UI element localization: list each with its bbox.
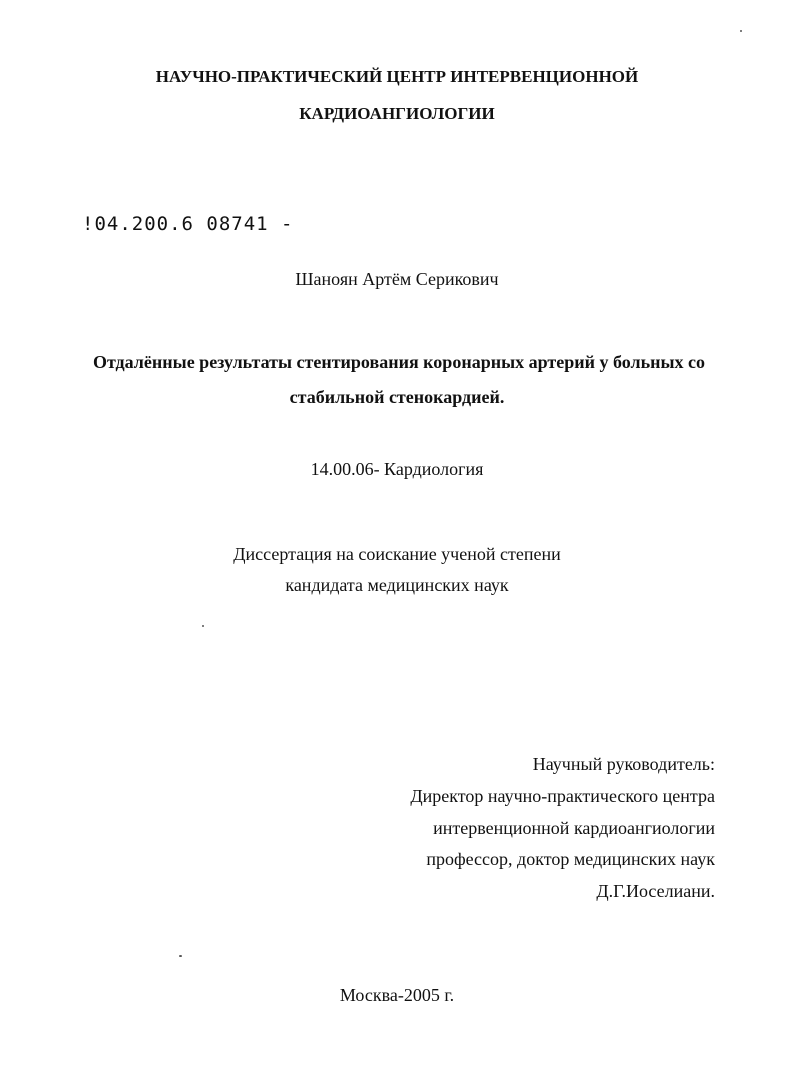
supervisor-academic-title: профессор, доктор медицинских наук: [426, 849, 715, 869]
archive-number: !04.200.6 08741 -: [82, 213, 294, 235]
supervisor-position-line-2: интервенционной кардиоангиологии: [433, 818, 715, 838]
dissertation-title-line-1: Отдалённые результаты стентирования коронарных артерий у больных со: [92, 352, 706, 372]
supervisor-name: Д.Г.Иоселиани.: [596, 881, 715, 901]
place-and-year: Москва-2005 г.: [339, 985, 455, 1005]
scan-speck: [202, 625, 204, 627]
degree-line-1: Диссертация на соискание ученой степени: [233, 544, 561, 564]
organization-name-line-2: КАРДИОАНГИОЛОГИИ: [299, 104, 495, 123]
supervisor-position-line-1: Директор научно-практического центра: [410, 786, 715, 806]
scan-speck: [179, 955, 182, 957]
author-name: Шаноян Артём Серикович: [295, 269, 499, 289]
scan-speck: [740, 30, 742, 32]
organization-name-line-1: НАУЧНО-ПРАКТИЧЕСКИЙ ЦЕНТР ИНТЕРВЕНЦИОННОЙ: [155, 67, 639, 86]
degree-line-2: кандидата медицинских наук: [285, 575, 509, 595]
specialty-code: 14.00.06- Кардиология: [310, 459, 484, 479]
supervisor-role: Научный руководитель:: [532, 754, 715, 774]
dissertation-title-line-2: стабильной стенокардией.: [289, 387, 505, 407]
